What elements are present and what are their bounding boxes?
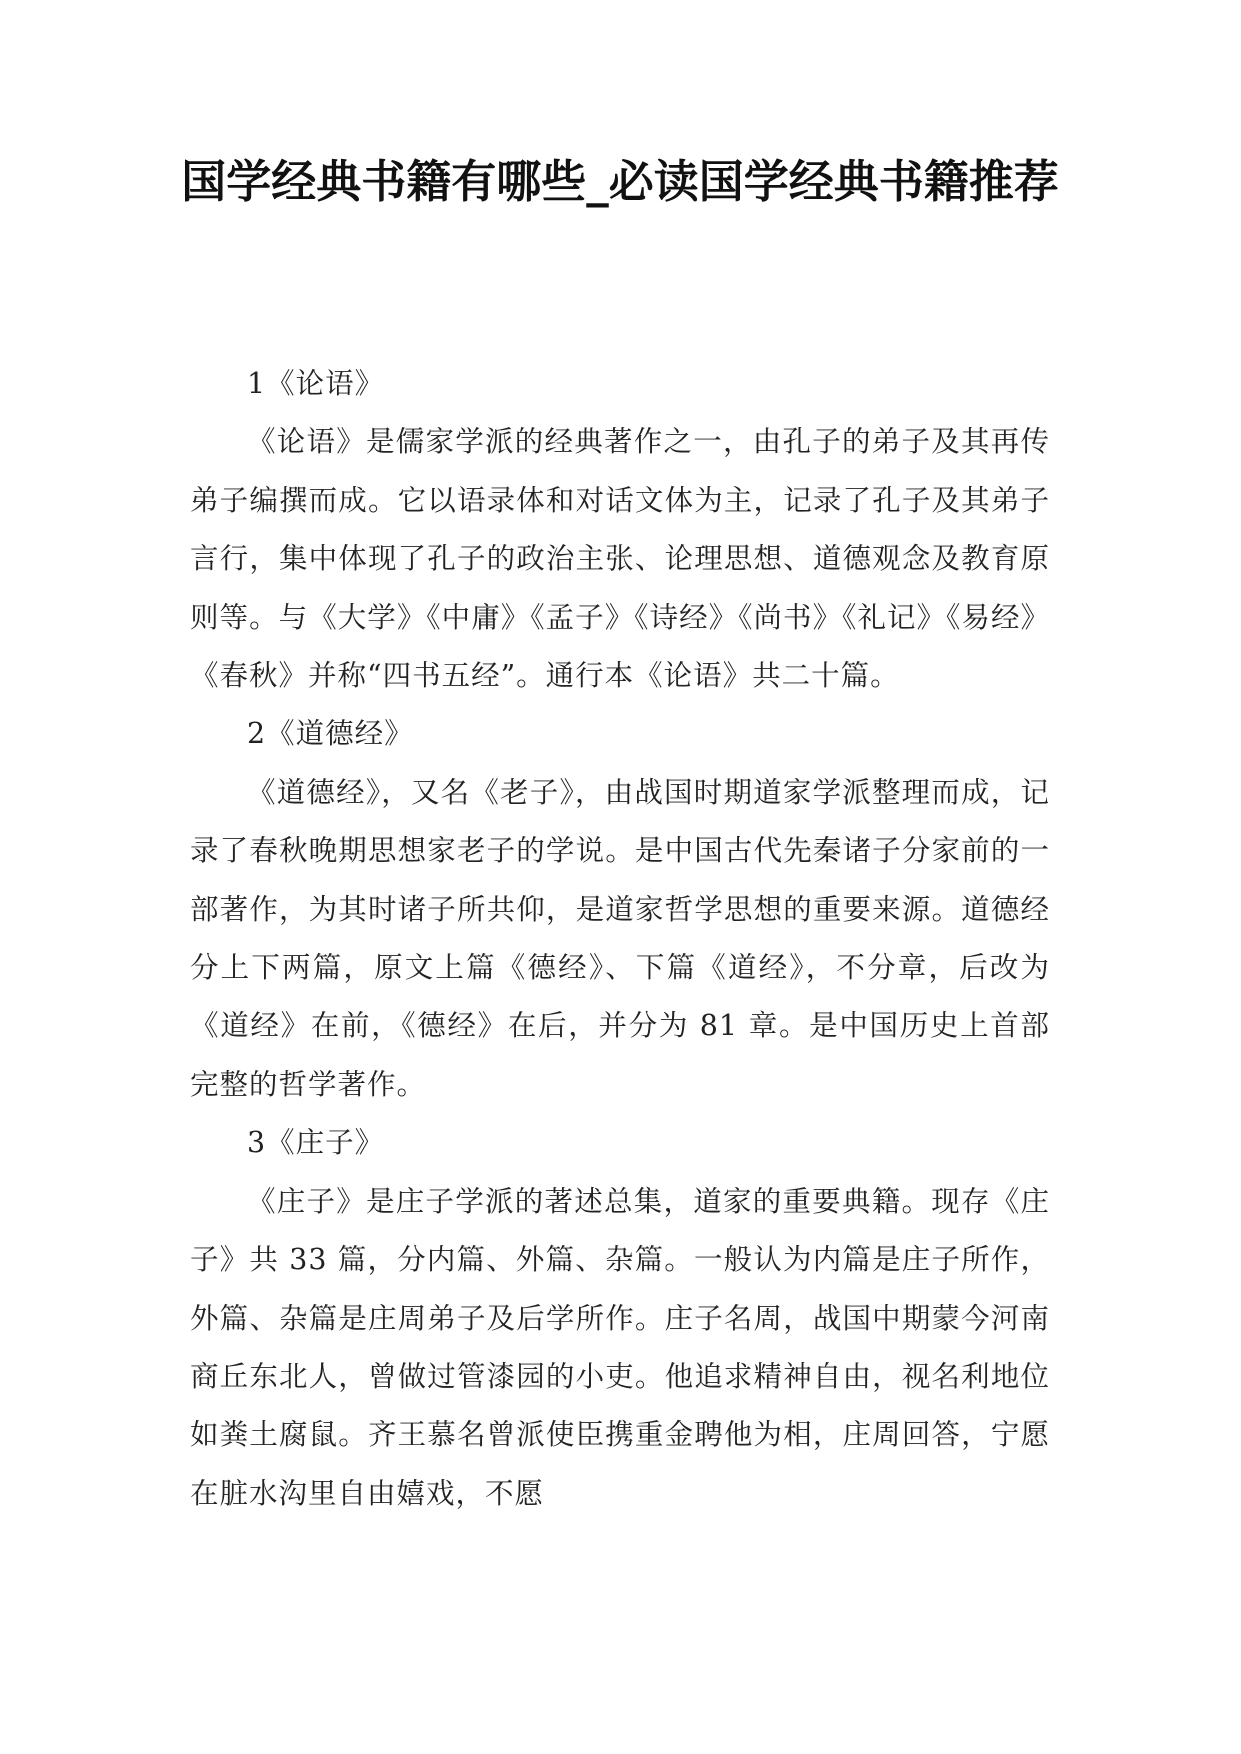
paragraph-zhuangzi: 《庄子》是庄子学派的著述总集，道家的重要典籍。现存《庄子》共 33 篇，分内篇、外篇、杂篇。一般认为内篇是庄子所作，外篇、杂篇是庄周弟子及后学所作。庄子名周，战国中期蒙今河南商丘东北人，曾做过管漆园的小吏。他追求精神自由，视名利地位如粪土腐鼠。齐王慕名曾派使臣携重金聘他为相，庄周回答，宁愿在脏水沟里自由嬉戏，不愿 [190,1184,1050,1510]
section-heading-zhuangzi: 3《庄子》 [247,1126,385,1160]
section-heading-daodejing: 2《道德经》 [247,717,414,751]
document-title: 国学经典书籍有哪些_必读国学经典书籍推荐 [181,155,1059,208]
paragraph-daodejing: 《道德经》，又名《老子》，由战国时期道家学派整理而成，记录了春秋晚期思想家老子的学说。是中国古代先秦诸子分家前的一部著作，为其时诸子所共仰，是道家哲学思想的重要来源。道德经分上下两篇，原文上篇《德经》、下篇《道经》，不分章，后改为《道经》在前，《德经》在后，并分为 81 章。是中国历史上首部完整的哲学著作。 [190,775,1050,1101]
paragraph-lunyu: 《论语》是儒家学派的经典著作之一，由孔子的弟子及其再传弟子编撰而成。它以语录体和对话文体为主，记录了孔子及其弟子言行，集中体现了孔子的政治主张、论理思想、道德观念及教育原则等。与《大学》《中庸》《孟子》《诗经》《尚书》《礼记》《易经》《春秋》并称“四书五经”。通行本《论语》共二十篇。 [190,425,1050,693]
document-body [190,355,1050,1523]
section-heading-lunyu: 1《论语》 [247,367,385,400]
